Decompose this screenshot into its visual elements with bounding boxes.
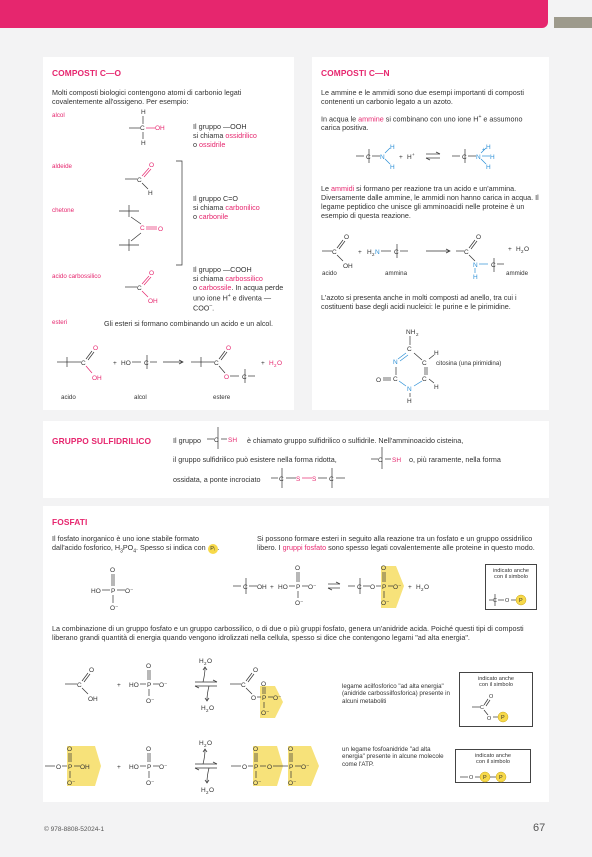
- svg-text:N: N: [407, 386, 412, 393]
- symbol-box-1: [485, 564, 537, 610]
- svg-text:OH: OH: [148, 298, 158, 305]
- svg-text:O⁻: O⁻: [308, 584, 317, 591]
- structure-alcol: [123, 107, 183, 147]
- note-fosfoanidride: un legame fosfoanidride "ad alta energia" presente in alcune molecole come l'ATP.: [342, 746, 444, 768]
- svg-text:+: +: [358, 249, 362, 256]
- svg-text:C: C: [140, 125, 145, 132]
- svg-text:SH: SH: [392, 457, 402, 464]
- svg-text:O: O: [67, 746, 73, 753]
- svg-text:C: C: [378, 457, 383, 464]
- caption-ammide: ammide: [506, 270, 529, 277]
- svg-text:H: H: [486, 144, 491, 151]
- svg-text:2: 2: [521, 249, 524, 254]
- svg-text:P: P: [289, 764, 294, 771]
- note-acilfosforico: legame acilfosforico "ad alta energia" (anidride carbossilfosforica) presente in alcuni metaboliti: [342, 683, 450, 705]
- svg-text:2: 2: [204, 743, 207, 748]
- svg-text:O: O: [469, 775, 474, 781]
- svg-text:2: 2: [421, 587, 424, 592]
- svg-text:2: 2: [204, 661, 207, 666]
- svg-text:H: H: [473, 274, 478, 281]
- svg-text:P: P: [147, 682, 152, 689]
- svg-text:C: C: [393, 376, 398, 383]
- svg-text:SH: SH: [228, 437, 238, 444]
- symbol-box-3: [455, 749, 531, 783]
- sh-line3: ossidata, a ponte incrociato: [173, 475, 261, 484]
- svg-text:S: S: [296, 476, 301, 483]
- svg-text:P: P: [68, 764, 73, 771]
- svg-text:+: +: [412, 152, 415, 157]
- svg-text:NH: NH: [406, 329, 416, 336]
- fosfati-p1: Il fosfato inorganico è uno ione stabile formato dall'acido fosforico, $H_3PO_4$. Spesso si indica con Pᵢ .: [52, 534, 220, 555]
- svg-text:O: O: [56, 764, 62, 771]
- svg-text:O: O: [209, 705, 215, 712]
- svg-text:2: 2: [274, 363, 277, 368]
- cn-intro: Le ammine e le ammidi sono due esempi importanti di composti contenenti un carbonio legato a un azoto.: [321, 88, 524, 106]
- svg-text:HO: HO: [129, 682, 139, 689]
- svg-text:P: P: [254, 764, 259, 771]
- svg-text:H: H: [269, 360, 274, 367]
- svg-text:H: H: [416, 584, 421, 591]
- svg-text:+: +: [508, 246, 512, 253]
- svg-text:O⁻: O⁻: [253, 780, 262, 787]
- sh-line2-end: o, più raramente, nella forma: [409, 455, 501, 464]
- svg-text:O: O: [158, 226, 164, 233]
- structure-fosfato-inorganico: [89, 568, 179, 612]
- svg-text:H: H: [407, 154, 412, 161]
- svg-text:C: C: [462, 154, 467, 161]
- svg-text:C: C: [137, 177, 142, 184]
- svg-text:O⁻: O⁻: [288, 780, 297, 787]
- reaction-esterificazione: [51, 343, 291, 383]
- svg-text:HO: HO: [91, 588, 101, 595]
- svg-text:+: +: [117, 764, 121, 771]
- svg-text:O: O: [251, 695, 257, 702]
- svg-text:P: P: [501, 715, 505, 721]
- svg-text:+: +: [270, 584, 274, 591]
- svg-text:O: O: [261, 681, 267, 688]
- structure-chetone: [113, 197, 173, 257]
- svg-text:C: C: [214, 437, 219, 444]
- header-accent-bar: [0, 0, 548, 28]
- label-chetone: chetone: [52, 207, 75, 214]
- panel-composti-co: [43, 57, 294, 410]
- svg-text:O: O: [207, 658, 213, 665]
- svg-text:H: H: [390, 144, 395, 151]
- svg-text:H: H: [367, 249, 372, 256]
- svg-text:C: C: [81, 360, 86, 367]
- panel-fosfati: [43, 506, 549, 802]
- svg-text:C: C: [279, 476, 284, 483]
- svg-text:O⁻: O⁻: [261, 710, 270, 717]
- svg-text:O: O: [146, 746, 152, 753]
- svg-text:O: O: [376, 377, 382, 384]
- header-gray-tab: [554, 17, 592, 28]
- svg-text:C: C: [242, 374, 247, 381]
- svg-text:+: +: [113, 360, 117, 367]
- reaction-esterificazione-fosfato: [233, 564, 483, 612]
- svg-text:C: C: [243, 584, 248, 591]
- svg-text:O⁻: O⁻: [110, 605, 119, 612]
- reaction-acilfosfato: [65, 656, 335, 718]
- svg-text:O: O: [424, 584, 430, 591]
- svg-text:N: N: [375, 249, 380, 256]
- svg-text:H: H: [199, 658, 204, 665]
- svg-text:H: H: [407, 398, 412, 405]
- caption-estere: estere: [213, 394, 231, 401]
- svg-text:C: C: [332, 249, 337, 256]
- svg-text:OH: OH: [343, 263, 353, 270]
- svg-text:C: C: [491, 262, 496, 269]
- caption-citosina: citosina (una pirimidina): [436, 360, 502, 367]
- svg-text:H: H: [141, 140, 146, 147]
- panel-composti-cn: [312, 57, 549, 410]
- bracket-carbonile: [176, 161, 188, 271]
- svg-text:O: O: [149, 270, 155, 277]
- svg-text:OH: OH: [80, 764, 90, 771]
- svg-text:O: O: [267, 764, 273, 771]
- svg-text:HO: HO: [121, 360, 131, 367]
- svg-text:O: O: [489, 694, 494, 700]
- svg-text:O: O: [224, 374, 230, 381]
- svg-text:O: O: [207, 740, 213, 747]
- svg-text:C: C: [77, 682, 82, 689]
- caption-acido-cn: acido: [322, 270, 337, 277]
- svg-text:+: +: [408, 584, 412, 591]
- svg-text:O⁻: O⁻: [273, 695, 282, 702]
- reaction-formazione-ammide: [318, 233, 548, 281]
- svg-text:H: H: [490, 154, 495, 161]
- svg-text:C: C: [394, 249, 399, 256]
- svg-text:O: O: [242, 764, 248, 771]
- svg-text:O⁻: O⁻: [146, 780, 155, 787]
- svg-text:O: O: [295, 565, 301, 572]
- section-title-cn: COMPOSTI C—N: [321, 68, 390, 78]
- svg-text:O: O: [89, 667, 95, 674]
- svg-text:+: +: [117, 682, 121, 689]
- fosfati-p3: La combinazione di un gruppo fosfato e un gruppo carbossilico, o di due o più gruppi fosfato, genera un'anidride acida. Poiché questi tipi di composti liberano grandi quantità di energia quando vengono idrolizzati nella cellula, spesso si dice che contengono legami "ad alta energia".: [52, 624, 524, 642]
- label-esteri: esteri: [52, 319, 68, 326]
- svg-text:OH: OH: [257, 584, 267, 591]
- svg-text:O: O: [370, 584, 376, 591]
- svg-text:P: P: [483, 775, 487, 781]
- label-alcol: alcol: [52, 112, 65, 119]
- svg-text:C: C: [493, 598, 497, 604]
- svg-text:O: O: [381, 565, 387, 572]
- svg-text:O: O: [524, 246, 530, 253]
- svg-text:C: C: [422, 376, 427, 383]
- svg-text:O: O: [288, 746, 294, 753]
- label-acido-carbossilico: acido carbossilico: [52, 273, 101, 280]
- fosfati-p2: Si possono formare esteri in seguito alla reazione tra un fosfato e un gruppo ossidrilico libero. I gruppi fosfato sono spesso legati covalentemente alle proteine in questo modo.: [257, 534, 535, 552]
- svg-text:O: O: [226, 345, 232, 352]
- svg-text:C: C: [329, 476, 334, 483]
- section-title-sh: GRUPPO SULFIDRILICO: [52, 436, 152, 446]
- svg-text:O⁻: O⁻: [393, 584, 402, 591]
- sh-line1-start: Il gruppo: [173, 436, 201, 445]
- svg-text:P: P: [262, 695, 267, 702]
- svg-text:O: O: [476, 234, 482, 241]
- reaction-fosfoanidride: [43, 728, 343, 794]
- svg-text:O: O: [110, 567, 116, 574]
- esteri-description: Gli esteri si formano combinando un acido e un alcol.: [104, 319, 273, 328]
- svg-text:O⁻: O⁻: [301, 764, 310, 771]
- svg-text:H: H: [434, 384, 439, 391]
- svg-text:O: O: [277, 360, 283, 367]
- svg-text:N: N: [476, 154, 481, 161]
- svg-text:O: O: [93, 345, 99, 352]
- svg-text:O: O: [253, 667, 259, 674]
- svg-text:O: O: [505, 598, 510, 604]
- formula-ponte-disolfuro: [271, 464, 371, 492]
- svg-text:O⁻: O⁻: [381, 600, 390, 607]
- carbossile-description: Il gruppo —COOH si chiama carbossilico o carbossile. In acqua perde uno ione H+ e diventa —COO–.: [193, 265, 284, 313]
- svg-text:P: P: [147, 764, 152, 771]
- svg-text:H: H: [434, 350, 439, 357]
- svg-text:2: 2: [372, 252, 375, 257]
- svg-text:C: C: [480, 705, 484, 711]
- cn-ammidi-text: Le ammidi si formano per reazione tra un acido e un'ammina. Diversamente dalle ammine, le ammidi non hanno carica in acqua. Il legame peptidico che unisce gli amminoacidi nelle proteine è un esempio di questa reazione.: [321, 184, 539, 220]
- svg-text:C: C: [422, 360, 427, 367]
- structure-aldeide: [125, 161, 165, 201]
- svg-text:N: N: [473, 262, 478, 269]
- svg-text:H: H: [201, 787, 206, 794]
- svg-text:O: O: [149, 162, 155, 169]
- svg-text:O: O: [146, 663, 152, 670]
- symbol-o-p-p: [460, 771, 528, 783]
- svg-text:H: H: [486, 164, 491, 171]
- svg-text:C: C: [137, 285, 142, 292]
- footer-isbn: © 978-8808-52024-1: [44, 826, 105, 833]
- svg-text:2: 2: [416, 332, 419, 337]
- symbol-box-3-text: indicato anche con il simbolo: [474, 753, 512, 766]
- symbol-box-2: [459, 672, 533, 727]
- cn-ammine-text: In acqua le ammine si combinano con uno ione H+ e assumono carica positiva.: [321, 114, 523, 133]
- symbol-box-2-text: indicato anche con il simbolo: [477, 676, 515, 689]
- svg-text:O⁻: O⁻: [125, 588, 134, 595]
- svg-text:O: O: [209, 787, 215, 794]
- page-number: 67: [533, 822, 546, 834]
- svg-text:C: C: [464, 249, 469, 256]
- svg-text:H: H: [201, 705, 206, 712]
- svg-text:O: O: [344, 234, 350, 241]
- svg-text:OH: OH: [155, 125, 165, 132]
- panel-gruppo-sulfidrilico: [43, 421, 549, 498]
- svg-text:H: H: [516, 246, 521, 253]
- svg-text:O: O: [487, 716, 492, 722]
- svg-text:2: 2: [206, 708, 209, 713]
- reaction-ammina-protonazione: [352, 145, 532, 179]
- symbol-pi-inline: Pᵢ: [208, 544, 218, 554]
- svg-text:S: S: [312, 476, 317, 483]
- caption-alcol: alcol: [134, 394, 147, 401]
- svg-text:O⁻: O⁻: [146, 698, 155, 705]
- svg-text:OH: OH: [92, 375, 102, 382]
- svg-text:P: P: [111, 588, 116, 595]
- carbonile-description: Il gruppo C=O si chiama carbonilico o carbonile: [193, 194, 260, 221]
- svg-text:O⁻: O⁻: [67, 780, 76, 787]
- svg-text:H: H: [390, 164, 395, 171]
- svg-text:C: C: [144, 360, 149, 367]
- section-title-fosfati: FOSFATI: [52, 517, 88, 527]
- svg-text:+: +: [399, 154, 403, 161]
- svg-text:+: +: [261, 360, 265, 367]
- svg-text:OH: OH: [88, 696, 98, 703]
- svg-text:O⁻: O⁻: [159, 764, 168, 771]
- co-intro: Molti composti biologici contengono atomi di carbonio legati covalentemente all'ossigeno. Per esempio:: [52, 88, 242, 106]
- svg-text:C: C: [214, 360, 219, 367]
- sh-line1-end: è chiamato gruppo sulfidrilico o sulfidrile. Nell'amminoacido cisteina,: [247, 436, 464, 445]
- structure-acido-carbossilico: [125, 269, 165, 309]
- svg-text:2: 2: [206, 790, 209, 795]
- svg-text:+: +: [482, 147, 485, 153]
- svg-text:C: C: [407, 346, 412, 353]
- svg-text:P: P: [519, 598, 523, 604]
- svg-text:N: N: [380, 154, 385, 161]
- caption-acido: acido: [61, 394, 76, 401]
- section-title-co: COMPOSTI C—O: [52, 68, 122, 78]
- sh-line2-start: il gruppo sulfidrilico può esistere nella forma ridotta,: [173, 455, 337, 464]
- svg-text:O: O: [253, 746, 259, 753]
- svg-text:P: P: [499, 775, 503, 781]
- svg-text:H: H: [148, 190, 153, 197]
- cn-anello-text: L'azoto si presenta anche in molti composti ad anello, tra cui i costituenti base degli acidi nucleici: le purine e le pirimidine.: [321, 293, 517, 311]
- svg-text:C: C: [366, 154, 371, 161]
- svg-text:P: P: [296, 584, 301, 591]
- symbol-c-o-p: [489, 594, 535, 606]
- svg-text:HO: HO: [129, 764, 139, 771]
- symbol-box-1-text: indicato anche con il simbolo: [492, 568, 530, 581]
- svg-text:HO: HO: [278, 584, 288, 591]
- svg-text:H: H: [199, 740, 204, 747]
- caption-ammina: ammina: [385, 270, 408, 277]
- alcol-description: Il gruppo —OOH si chiama ossidrilico o ossidrile: [193, 122, 257, 149]
- svg-text:P: P: [382, 584, 387, 591]
- svg-text:C: C: [241, 682, 246, 689]
- svg-text:H: H: [141, 109, 146, 116]
- svg-text:C: C: [357, 584, 362, 591]
- svg-text:O⁻: O⁻: [159, 682, 168, 689]
- svg-text:C: C: [140, 225, 145, 232]
- symbol-acil-p: [472, 693, 522, 723]
- svg-text:N: N: [393, 359, 398, 366]
- label-aldeide: aldeide: [52, 163, 72, 170]
- svg-text:O⁻: O⁻: [295, 600, 304, 607]
